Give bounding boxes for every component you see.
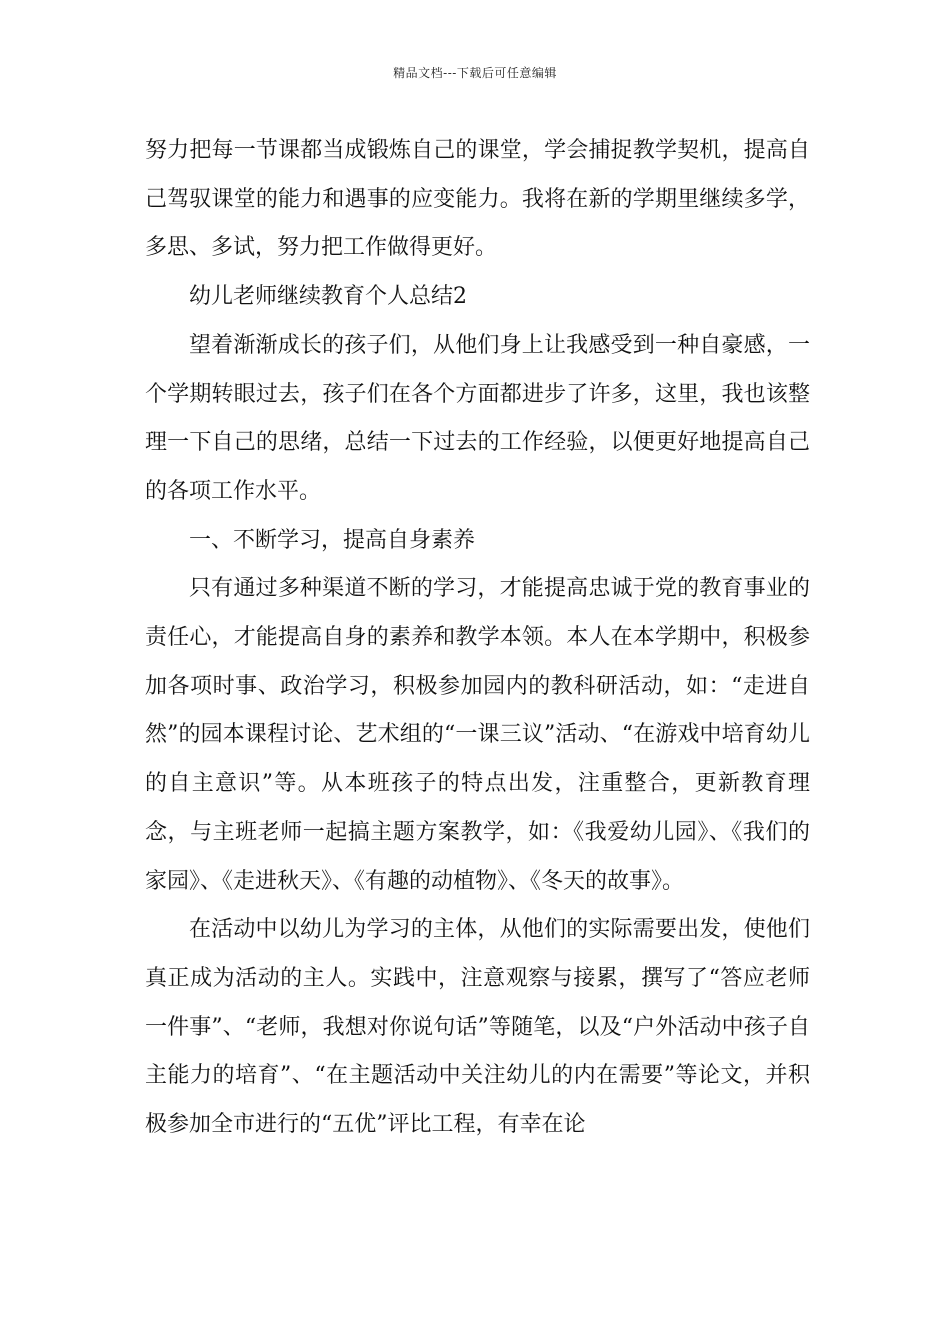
page-header: 精品文档---下载后可任意编辑 [393, 66, 557, 80]
subsection-heading: 一、不断学习，提高自身素养 [189, 527, 476, 553]
section-title: 幼儿老师继续教育个人总结2 [189, 284, 467, 310]
paragraph-4: 在活动中以幼儿为学习的主体，从他们的实际需要出发，使他们真正成为活动的主人。实践中，注意观察与接累，撰写了“答应老师一件事”、“老师，我想对你说句话”等随笔，以及“户外活动中孩子自主能力的培育”、“在主题活动中关注幼儿的内在需要”等论文，并积极参加全市进行的“五优”评比工程，有幸在论 [145, 917, 810, 1138]
paragraph-3: 只有通过多种渠道不断的学习，才能提高忠诚于党的教育事业的责任心，才能提高自身的素养和教学本领。本人在本学期中，积极参加各项时事、政治学习，积极参加园内的教科研活动，如：“走进自然”的园本课程讨论、艺术组的“一课三议”活动、“在游戏中培育幼儿的自主意识”等。从本班孩子的特点出发，注重整合，更新教育理念，与主班老师一起搞主题方案教学，如：《我爱幼儿园》、《我们的家园》、《走进秋天》、《有趣的动植物》、《冬天的故事》。 [145, 576, 810, 894]
paragraph-1: 努力把每一节课都当成锻炼自己的课堂，学会捕捉教学契机，提高自己驾驭课堂的能力和遇事的应变能力。我将在新的学期里继续多学，多思、多试，努力把工作做得更好。 [145, 138, 810, 261]
paragraph-2: 望着渐渐成长的孩子们，从他们身上让我感受到一种自豪感，一个学期转眼过去，孩子们在各个方面都进步了许多，这里，我也该整理一下自己的思绪，总结一下过去的工作经验，以便更好地提高自己的各项工作水平。 [145, 332, 810, 504]
document-body [145, 127, 810, 1150]
